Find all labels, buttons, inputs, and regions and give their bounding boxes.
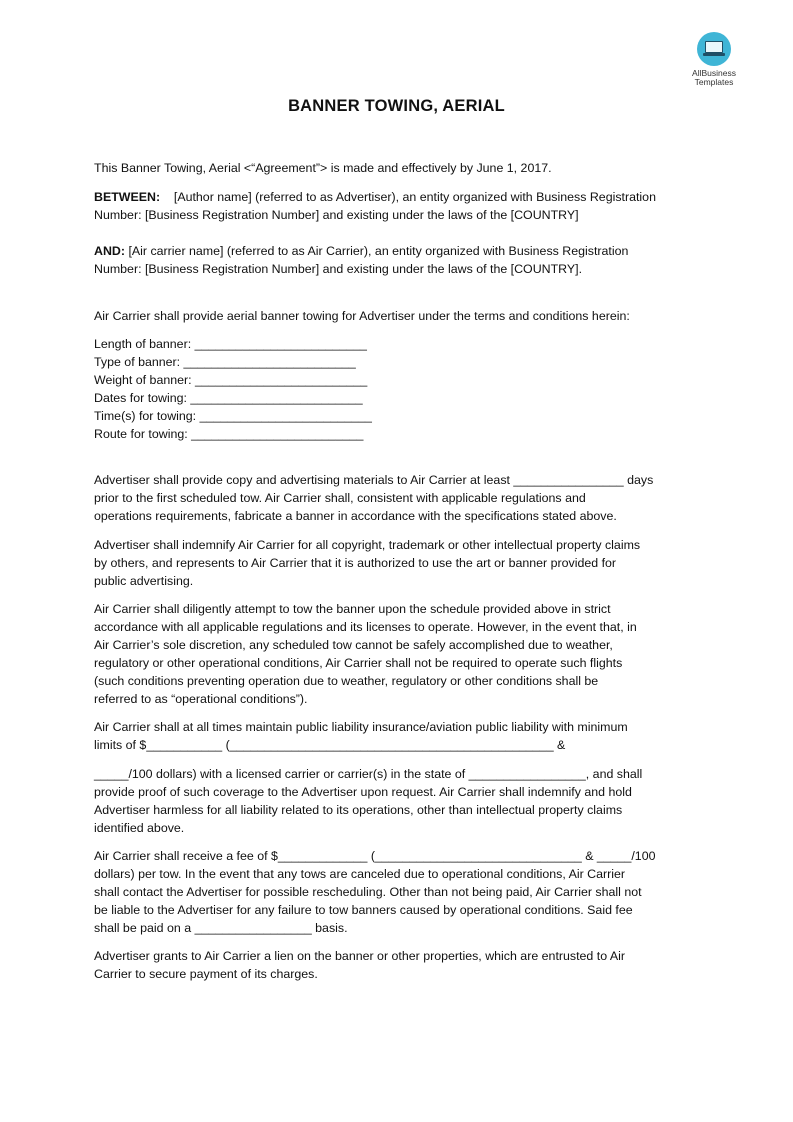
allbusiness-templates-logo bbox=[680, 32, 748, 87]
paragraph-insurance bbox=[94, 718, 704, 754]
paragraph-line: provide proof of such coverage to the Advertiser upon request. Air Carrier shall indemnify and hold bbox=[94, 785, 632, 799]
laptop-icon bbox=[697, 32, 731, 66]
between-line-2: Number: [Business Registration Number] and existing under the laws of the [COUNTRY] bbox=[94, 208, 579, 222]
paragraph-line: identified above. bbox=[94, 821, 185, 835]
paragraph-line: Advertiser harmless for all liability related to its operations, other than intellectual property claims bbox=[94, 803, 623, 817]
paragraph-indemnify bbox=[94, 536, 704, 590]
paragraph-line: Air Carrier’s sole discretion, any scheduled tow cannot be safely accomplished due to weather, bbox=[94, 638, 613, 652]
paragraph-line: _____/100 dollars) with a licensed carrier or carrier(s) in the state of _________________, and shall bbox=[94, 767, 643, 781]
paragraph-line: (such conditions preventing operation due to weather, regulatory or other conditions shall be bbox=[94, 674, 599, 688]
and-line-1: [Air carrier name] (referred to as Air Carrier), an entity organized with Business Registration bbox=[128, 244, 629, 258]
paragraph-line: Air Carrier shall at all times maintain public liability insurance/aviation public liability with minimum bbox=[94, 720, 628, 734]
paragraph-line: Air Carrier shall diligently attempt to tow the banner upon the schedule provided above in strict bbox=[94, 602, 611, 616]
between-label: BETWEEN: bbox=[94, 190, 161, 204]
document-title: BANNER TOWING, AERIAL bbox=[288, 97, 505, 115]
terms-intro: Air Carrier shall provide aerial banner towing for Advertiser under the terms and conditions herein: bbox=[94, 309, 630, 323]
paragraph-line: shall be paid on a _________________ basis. bbox=[94, 921, 348, 935]
field-route-for-towing: Route for towing: _________________________ bbox=[94, 427, 364, 441]
paragraph-line: referred to as “operational conditions”). bbox=[94, 692, 308, 706]
paragraph-line: limits of $___________ (_______________________________________________ & bbox=[94, 738, 566, 752]
paragraph-line: regulatory or other operational conditions, Air Carrier shall not be required to operate such flights bbox=[94, 656, 623, 670]
paragraph-materials bbox=[94, 471, 704, 525]
field-weight-of-banner: Weight of banner: _________________________ bbox=[94, 373, 368, 387]
intro-paragraph: This Banner Towing, Aerial <“Agreement”> is made and effectively by June 1, 2017. bbox=[94, 161, 552, 175]
logo-line-2: Templates bbox=[694, 77, 734, 87]
and-clause bbox=[94, 242, 704, 278]
between-clause bbox=[94, 188, 704, 224]
document-body bbox=[94, 159, 704, 983]
banner-fields bbox=[94, 335, 704, 443]
paragraph-lien bbox=[94, 947, 704, 983]
paragraph-line: shall contact the Advertiser for possible rescheduling. Other than not being paid, Air Carrier shall not bbox=[94, 885, 642, 899]
paragraph-line: operations requirements, fabricate a banner in accordance with the specifications stated above. bbox=[94, 509, 617, 523]
and-line-2: Number: [Business Registration Number] and existing under the laws of the [COUNTRY]. bbox=[94, 262, 583, 276]
paragraph-line: by others, and represents to Air Carrier that it is authorized to use the art or banner provided for bbox=[94, 556, 617, 570]
paragraph-line: dollars) per tow. In the event that any tows are canceled due to operational conditions, Air Carrier bbox=[94, 867, 626, 881]
logo-line-1: AllBusiness bbox=[692, 68, 736, 78]
paragraph-line: Advertiser shall indemnify Air Carrier for all copyright, trademark or other intellectual property claims bbox=[94, 538, 641, 552]
paragraph-coverage bbox=[94, 765, 704, 837]
field-type-of-banner: Type of banner: _________________________ bbox=[94, 355, 356, 369]
paragraph-schedule bbox=[94, 600, 704, 708]
field-times-for-towing: Time(s) for towing: _________________________ bbox=[94, 409, 372, 423]
paragraph-fee bbox=[94, 847, 704, 937]
paragraph-line: Advertiser grants to Air Carrier a lien on the banner or other properties, which are entrusted to Air bbox=[94, 949, 625, 963]
paragraph-line: prior to the first scheduled tow. Air Carrier shall, consistent with applicable regulations and bbox=[94, 491, 586, 505]
paragraph-line: public advertising. bbox=[94, 574, 194, 588]
logo-text bbox=[680, 69, 748, 87]
paragraph-line: Air Carrier shall receive a fee of $_____________ (______________________________ & _____/100 bbox=[94, 849, 656, 863]
paragraph-line: Carrier to secure payment of its charges. bbox=[94, 967, 318, 981]
between-line-1: [Author name] (referred to as Advertiser), an entity organized with Business Registration bbox=[173, 190, 656, 204]
field-length-of-banner: Length of banner: _________________________ bbox=[94, 337, 367, 351]
field-dates-for-towing: Dates for towing: _________________________ bbox=[94, 391, 363, 405]
paragraph-line: accordance with all applicable regulations and its licenses to operate. However, in the event that, in bbox=[94, 620, 637, 634]
paragraph-line: be liable to the Advertiser for any failure to tow banners caused by operational conditions. Said fee bbox=[94, 903, 633, 917]
paragraph-line: Advertiser shall provide copy and advertising materials to Air Carrier at least ________________ days bbox=[94, 473, 654, 487]
and-label: AND: bbox=[94, 244, 125, 258]
